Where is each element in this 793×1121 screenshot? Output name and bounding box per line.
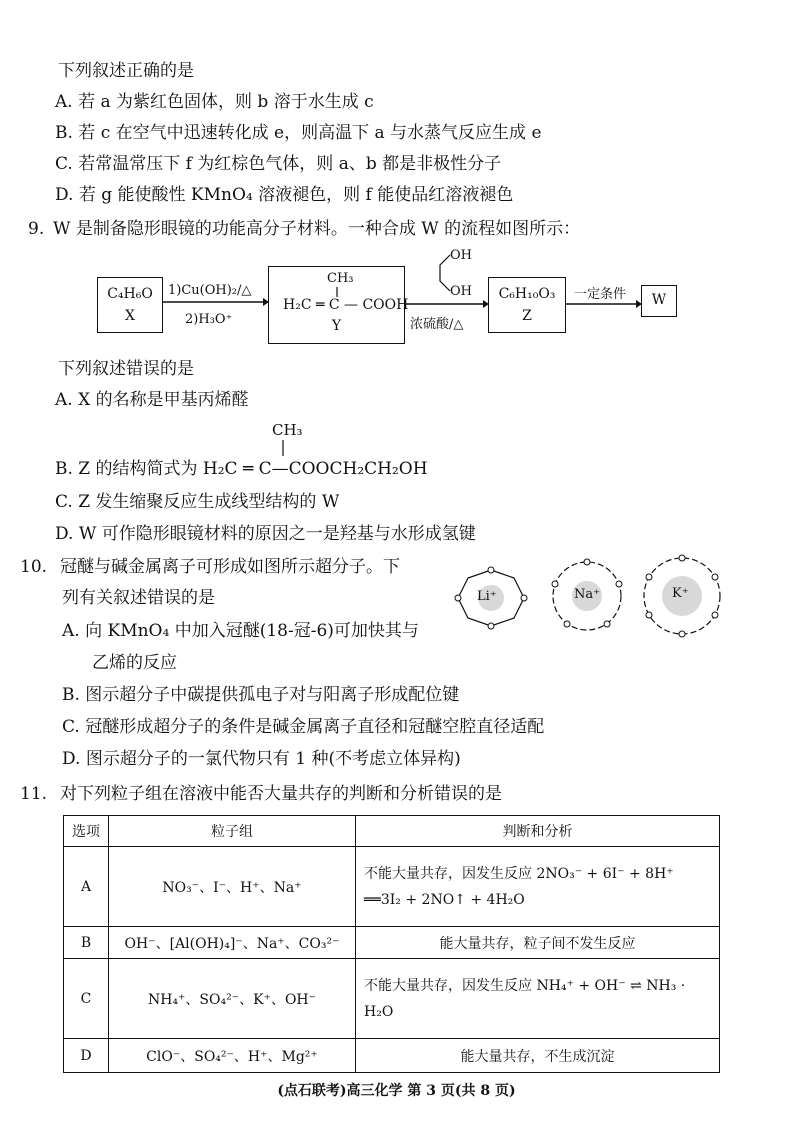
q9-text: W 是制备隐形眼镜的功能高分子材料。一种合成 W 的流程如图所示： — [53, 219, 581, 239]
flow-box-x — [97, 277, 163, 333]
w-label: W — [651, 292, 667, 308]
ion-na-label: Na⁺ — [574, 587, 600, 602]
flow-box-y — [268, 266, 409, 344]
q8-stem: 下列叙述正确的是 — [58, 61, 194, 81]
q11-number: 11. — [20, 784, 48, 804]
x-formula: C₄H₆O — [107, 286, 153, 302]
q9-option-a: A. X 的名称是甲基丙烯醛 — [55, 390, 249, 410]
q10-option-a-1: A. 向 KMnO₄ 中加入冠醚(18-冠-6)可加快其与 — [62, 621, 419, 641]
q8-option-d: D. 若 g 能使酸性 KMnO₄ 溶液褪色，则 f 能使品红溶液褪色 — [55, 185, 514, 205]
row-c-option: C — [64, 959, 109, 1039]
z-label: Z — [522, 308, 532, 324]
arrow-1 — [163, 296, 269, 308]
arrow-2 — [405, 298, 489, 310]
row-c-analysis — [356, 959, 720, 1039]
q11-table — [63, 815, 720, 1073]
q8-option-b: B. 若 c 在空气中迅速转化成 e，则高温下 a 与水蒸气反应生成 e — [55, 123, 542, 143]
q10-option-a-2: 乙烯的反应 — [92, 653, 177, 673]
row-a-analysis — [356, 847, 720, 927]
q11-text: 对下列粒子组在溶液中能否大量共存的判断和分析错误的是 — [60, 784, 502, 804]
row-d-analysis: 能大量共存，不生成沉淀 — [356, 1039, 720, 1073]
q10-text-2: 列有关叙述错误的是 — [62, 588, 215, 608]
step1-bottom: 2)H₃O⁺ — [185, 312, 233, 327]
y-formula: H₂C ═ C — COOH — [283, 297, 409, 313]
q9-option-d: D. W 可作隐形眼镜材料的原因之一是羟基与水形成氢键 — [55, 524, 476, 544]
q9-option-c: C. Z 发生缩聚反应生成线型结构的 W — [55, 492, 340, 512]
page-footer: (点石联考)高三化学 第 3 页(共 8 页) — [277, 1083, 516, 1099]
q8-option-c: C. 若常温常压下 f 为红棕色气体，则 a、b 都是非极性分子 — [55, 154, 502, 174]
table-row — [64, 1039, 720, 1073]
flow-box-z — [488, 277, 566, 333]
x-label: X — [125, 308, 135, 324]
step1-top: 1)Cu(OH)₂/△ — [168, 283, 252, 298]
z-formula: C₆H₁₀O₃ — [498, 286, 556, 302]
row-b-option: B — [64, 927, 109, 959]
table-row — [64, 927, 720, 959]
table-header-row — [64, 816, 720, 847]
row-b-analysis: 能大量共存，粒子间不发生反应 — [356, 927, 720, 959]
q10-text-1: 冠醚与碱金属离子可形成如图所示超分子。下 — [60, 557, 400, 577]
table-row — [64, 847, 720, 927]
flow-box-w — [641, 285, 677, 317]
q10-option-c: C. 冠醚形成超分子的条件是碱金属离子直径和冠醚空腔直径适配 — [62, 717, 545, 737]
q9-stem: 下列叙述错误的是 — [58, 359, 194, 379]
row-a-option: A — [64, 847, 109, 927]
q9-option-b-bond — [281, 440, 285, 456]
diol-oh-1: OH — [450, 248, 472, 263]
y-methyl: CH₃ — [327, 271, 354, 286]
header-option: 选项 — [64, 816, 109, 847]
q9-option-b: B. Z 的结构简式为 H₂C ═ C—COOCH₂CH₂OH — [55, 459, 428, 479]
header-particles: 粒子组 — [109, 816, 356, 847]
arrow-3 — [566, 298, 642, 310]
row-c-analysis-line1: 不能大量共存，因发生反应 NH₄⁺ + OH⁻ ⇌ NH₃ · — [364, 977, 686, 994]
y-label: Y — [331, 318, 342, 334]
q10-option-d: D. 图示超分子的一氯代物只有 1 种(不考虑立体异构) — [62, 749, 461, 769]
table-row — [64, 959, 720, 1039]
q8-option-a: A. 若 a 为紫红色固体，则 b 溶于水生成 c — [55, 92, 374, 112]
ion-k-label: K⁺ — [672, 586, 689, 601]
row-c-ions: NH₄⁺、SO₄²⁻、K⁺、OH⁻ — [109, 959, 356, 1039]
step2-bottom: 浓硫酸/△ — [410, 317, 464, 332]
row-a-analysis-line2: ══3I₂ + 2NO↑ + 4H₂O — [364, 891, 525, 908]
q9-option-b-methyl: CH₃ — [272, 421, 303, 439]
row-d-ions: ClO⁻、SO₄²⁻、H⁺、Mg²⁺ — [109, 1039, 356, 1073]
q10-option-b: B. 图示超分子中碳提供孤电子对与阳离子形成配位键 — [62, 685, 460, 705]
ion-li-label: Li⁺ — [477, 589, 497, 604]
header-analysis: 判断和分析 — [356, 816, 720, 847]
row-c-analysis-line2: H₂O — [364, 1003, 394, 1020]
row-a-ions: NO₃⁻、I⁻、H⁺、Na⁺ — [109, 847, 356, 927]
row-b-ions: OH⁻、[Al(OH)₄]⁻、Na⁺、CO₃²⁻ — [109, 927, 356, 959]
q9-number: 9. — [28, 219, 45, 239]
row-a-analysis-line1: 不能大量共存，因发生反应 2NO₃⁻ + 6I⁻ + 8H⁺ — [364, 865, 674, 882]
step3-top: 一定条件 — [574, 287, 627, 302]
diol-oh-2: OH — [450, 284, 472, 299]
q10-number: 10. — [20, 557, 48, 577]
row-d-option: D — [64, 1039, 109, 1073]
